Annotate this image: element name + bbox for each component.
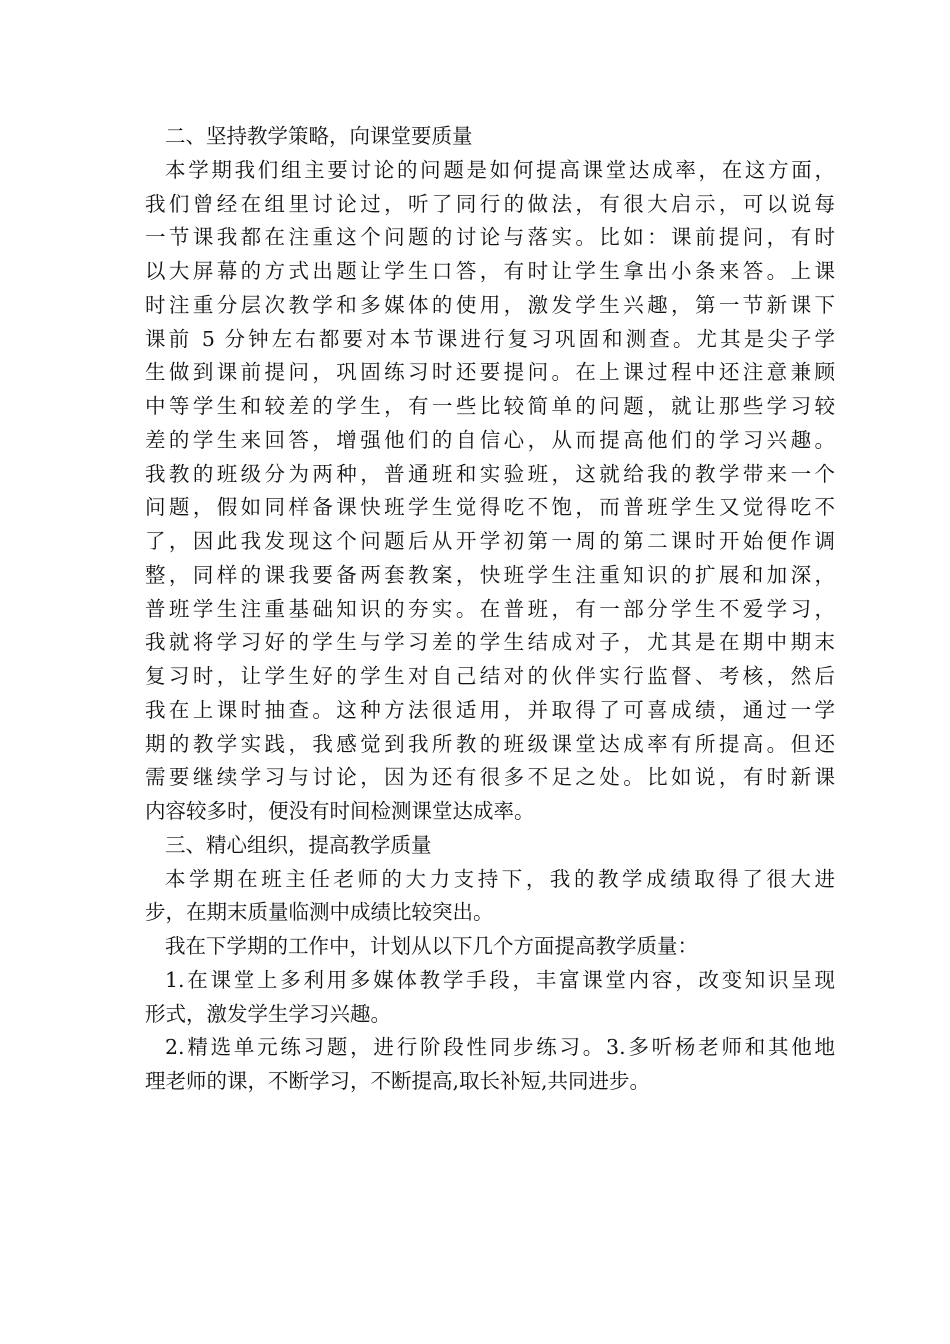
text-line: 1.在课堂上多利用多媒体教学手段，丰富课堂内容，改变知识呈现	[165, 967, 835, 992]
text-line: 形式，激发学生学习兴趣。	[145, 1001, 391, 1026]
text-line: 我就将学习好的学生与学习差的学生结成对子，尤其是在期中期末	[145, 630, 835, 655]
text-line: 我们曾经在组里讨论过，听了同行的做法，有很大启示，可以说每	[145, 191, 835, 216]
text-line: 本学期在班主任老师的大力支持下，我的教学成绩取得了很大进	[165, 866, 835, 891]
text-line: 2.精选单元练习题，进行阶段性同步练习。3.多听杨老师和其他地	[165, 1035, 835, 1060]
text-line: 本学期我们组主要讨论的问题是如何提高课堂达成率，在这方面，	[165, 157, 835, 182]
text-line: 我在下学期的工作中，计划从以下几个方面提高教学质量：	[165, 934, 698, 958]
text-line: 了，因此我发现这个问题后从开学初第一周的第二课时开始便作调	[145, 529, 835, 553]
text-line: 期的教学实践，我感觉到我所教的班级课堂达成率有所提高。但还	[145, 731, 835, 756]
text-line: 一节课我都在注重这个问题的讨论与落实。比如：课前提问，有时	[145, 225, 835, 250]
text-line: 问题，假如同样备课快班学生觉得吃不饱，而普班学生又觉得吃不	[145, 495, 835, 520]
text-line: 生做到课前提问，巩固练习时还要提问。在上课过程中还注意兼顾	[145, 360, 835, 385]
text-line: 步，在期末质量临测中成绩比较突出。	[145, 900, 494, 925]
text-line: 我在上课时抽查。这种方法很适用，并取得了可喜成绩，通过一学	[145, 697, 835, 722]
text-line: 内容较多时，便没有时间检测课堂达成率。	[145, 799, 535, 823]
text-line: 课前 5 分钟左右都要对本节课进行复习巩固和测查。尤其是尖子学	[145, 326, 835, 351]
document-body	[145, 120, 835, 1099]
text-line: 复习时，让学生好的学生对自己结对的伙伴实行监督、考核，然后	[145, 664, 835, 688]
text-line: 时注重分层次教学和多媒体的使用，激发学生兴趣，第一节新课下	[145, 292, 835, 317]
text-line: 差的学生来回答，增强他们的自信心，从而提高他们的学习兴趣。	[145, 427, 835, 452]
text-line: 理老师的课，不断学习，不断提高,取长补短,共同进步。	[145, 1069, 651, 1093]
text-line: 普班学生注重基础知识的夯实。在普班，有一部分学生不爱学习，	[145, 596, 835, 621]
text-line: 需要继续学习与讨论，因为还有很多不足之处。比如说，有时新课	[145, 765, 835, 790]
text-line: 中等学生和较差的学生，有一些比较简单的问题，就让那些学习较	[145, 394, 835, 418]
text-line: 以大屏幕的方式出题让学生口答，有时让学生拿出小条来答。上课	[145, 259, 835, 283]
text-line: 三、精心组织，提高教学质量	[165, 832, 432, 857]
text-line: 二、坚持教学策略，向课堂要质量	[165, 124, 473, 148]
text-line: 我教的班级分为两种，普通班和实验班，这就给我的教学带来一个	[145, 461, 835, 486]
text-line: 整，同样的课我要备两套教案，快班学生注重知识的扩展和加深，	[145, 562, 835, 587]
